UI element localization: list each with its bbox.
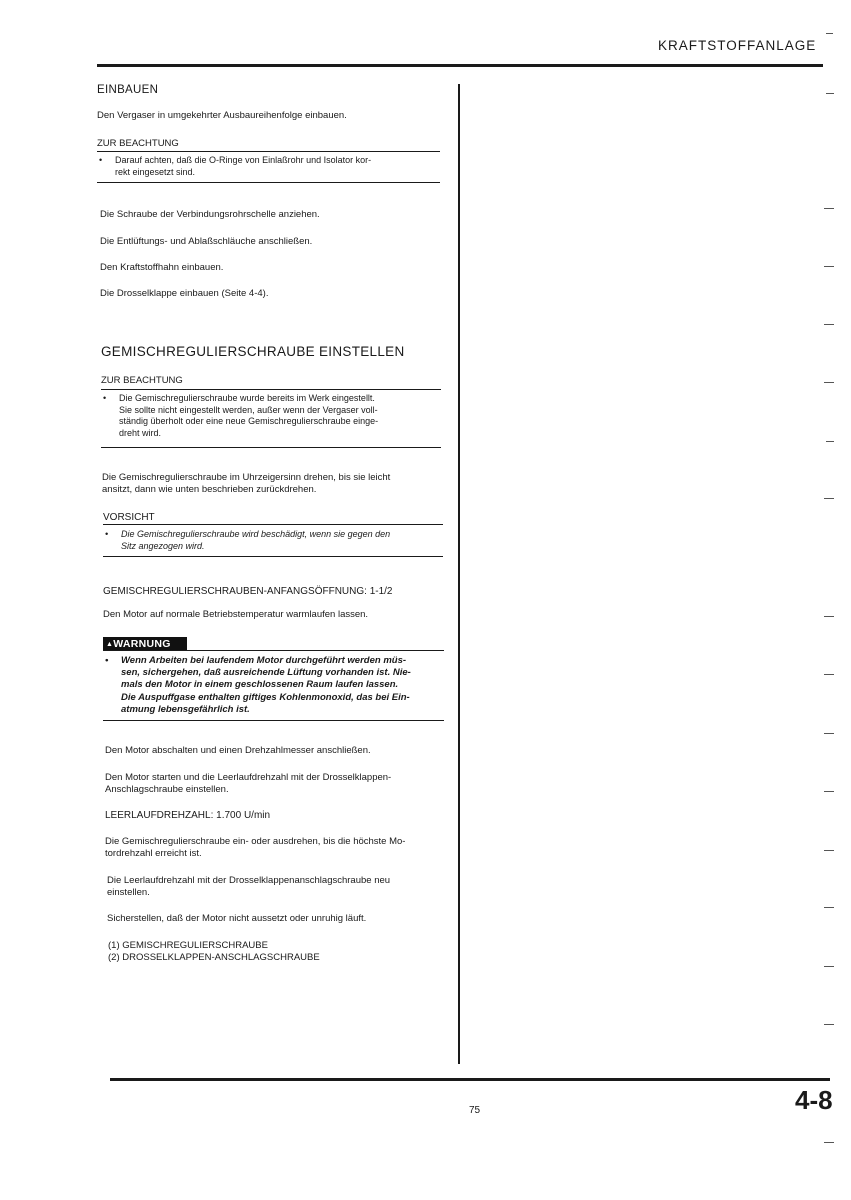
note-rule-bottom — [97, 182, 440, 183]
step-text: Die Drosselklappe einbauen (Seite 4-4). — [100, 288, 269, 299]
warning-badge — [103, 637, 187, 651]
note-list — [97, 155, 442, 178]
margin-mark — [824, 382, 834, 383]
spec-idle: LEERLAUFDREHZAHL: 1.700 U/min — [105, 810, 271, 821]
margin-mark — [826, 33, 833, 34]
section-heading-gemisch: GEMISCHREGULIERSCHRAUBE EINSTELLEN — [101, 344, 405, 359]
step-text: Den Kraftstoffhahn einbauen. — [100, 262, 224, 273]
note-label: ZUR BEACHTUNG — [97, 138, 179, 149]
note-item: • Die Gemischregulierschraube wurde bereits im Werk eingestellt. Sie sollte nicht eingestellt werden, außer wenn der Vergaser voll- ständig überholt oder eine neue Gemischregulierschraube einge- dreht wird. — [101, 393, 446, 439]
note-rule-top — [97, 151, 440, 152]
margin-mark — [824, 1142, 834, 1143]
margin-mark — [824, 266, 834, 267]
warning-item: • Wenn Arbeiten bei laufendem Motor durchgeführt werden müs- sen, sichergehen, daß ausreichende Lüftung vorhanden ist. Nie- mals den Motor in einem geschlossenen Raum laufen lassen. Die Auspuffgase enthalten giftiges Kohlenmonoxid, das bei Ein- atmung lebensgefährlich ist. — [103, 655, 453, 716]
column-divider — [458, 84, 460, 1064]
margin-mark — [824, 674, 834, 675]
margin-mark — [824, 498, 834, 499]
caution-item: • Die Gemischregulierschraube wird beschädigt, wenn sie gegen den Sitz angezogen wird. — [103, 529, 448, 552]
page-number: 75 — [469, 1105, 481, 1116]
paragraph: Die Gemischregulierschraube im Uhrzeigersinn drehen, bis sie leicht ansitzt, dann wie unten beschrieben zurückdrehen. — [102, 472, 391, 495]
legend-item: (2) DROSSELKLAPPEN-ANSCHLAGSCHRAUBE — [108, 952, 320, 963]
margin-mark — [824, 907, 834, 908]
step-text: Die Entlüftungs- und Ablaßschläuche anschließen. — [100, 236, 313, 247]
caution-list — [103, 529, 448, 552]
caution-rule-bottom — [103, 556, 443, 557]
einbauen-intro: Den Vergaser in umgekehrter Ausbaureihenfolge einbauen. — [97, 110, 347, 121]
step-text: Den Motor starten und die Leerlaufdrehzahl mit der Drosselklappen- Anschlagschraube einstellen. — [105, 772, 392, 795]
warning-label: WARNUNG — [113, 638, 171, 650]
margin-mark — [824, 616, 834, 617]
margin-mark — [824, 791, 834, 792]
section-heading-einbauen: EINBAUEN — [97, 84, 159, 96]
warning-triangle-icon: ▲ — [106, 641, 114, 648]
warning-list — [103, 655, 453, 716]
margin-mark — [824, 733, 834, 734]
spec-opening: GEMISCHREGULIERSCHRAUBEN-ANFANGSÖFFNUNG: 1-1/2 — [103, 586, 393, 597]
warning-rule-bottom — [103, 720, 444, 721]
note-label: ZUR BEACHTUNG — [101, 375, 183, 386]
margin-mark — [824, 1024, 834, 1025]
warmup-step: Den Motor auf normale Betriebstemperatur warmlaufen lassen. — [103, 609, 369, 620]
callout-legend — [108, 940, 320, 964]
page-reference: 4-8 — [795, 1086, 833, 1114]
warning-rule-top — [103, 650, 444, 651]
note-list — [101, 393, 446, 439]
margin-mark — [826, 93, 834, 94]
margin-mark — [824, 966, 834, 967]
margin-mark — [824, 208, 834, 209]
note-rule-top — [101, 389, 441, 390]
step-text: Die Gemischregulierschraube ein- oder ausdrehen, bis die höchste Mo- tordrehzahl erreicht ist. — [105, 836, 406, 859]
margin-mark — [824, 850, 834, 851]
note-item: • Darauf achten, daß die O-Ringe von Einlaßrohr und Isolator kor- rekt eingesetzt sind. — [97, 155, 442, 178]
footer-rule — [110, 1078, 830, 1081]
step-text: Sicherstellen, daß der Motor nicht aussetzt oder unruhig läuft. — [107, 913, 367, 924]
caution-rule-top — [103, 524, 443, 525]
section-title: KRAFTSTOFFANLAGE — [658, 38, 817, 53]
step-text: Die Leerlaufdrehzahl mit der Drosselklappenanschlagschraube neu einstellen. — [107, 875, 391, 898]
step-text: Den Motor abschalten und einen Drehzahlmesser anschließen. — [105, 745, 371, 756]
header-rule — [97, 64, 823, 67]
margin-mark — [826, 441, 834, 442]
step-text: Die Schraube der Verbindungsrohrschelle anziehen. — [100, 209, 320, 220]
caution-label: VORSICHT — [103, 512, 155, 523]
legend-item: (1) GEMISCHREGULIERSCHRAUBE — [108, 940, 268, 951]
note-rule-bottom — [101, 447, 441, 448]
margin-mark — [824, 324, 834, 325]
